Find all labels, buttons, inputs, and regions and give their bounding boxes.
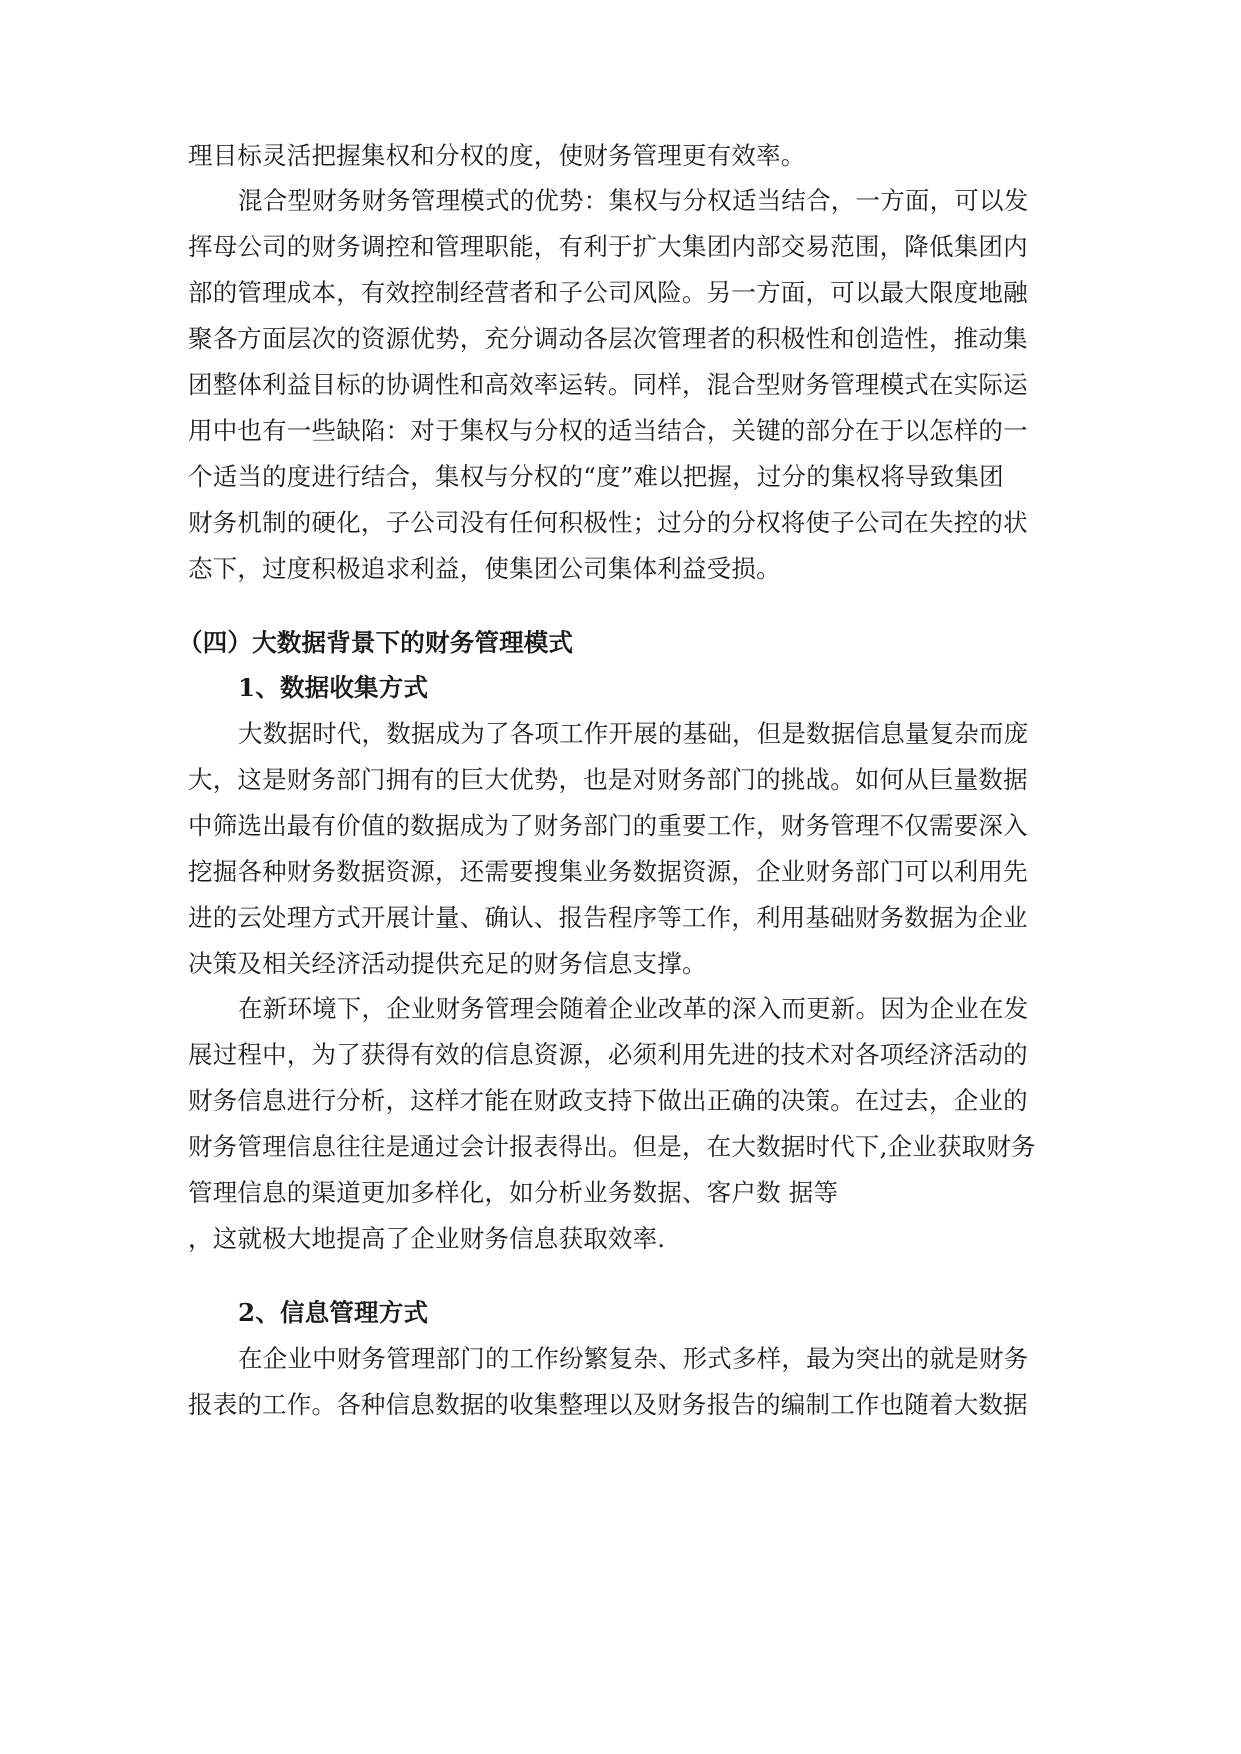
paragraph-2-line-1: 混合型财务财务管理模式的优势：集权与分权适当结合，一方面，可以发	[238, 186, 1029, 215]
paragraph-3-line-2: 大，这是财务部门拥有的巨大优势，也是对财务部门的挑战。如何从巨量数据	[188, 765, 1028, 794]
paragraph-4-line-4: 财务管理信息往往是通过会计报表得出。但是，在大数据时代下,企业获取财务	[188, 1132, 1036, 1161]
paragraph-5-line-1: 在企业中财务管理部门的工作纷繁复杂、形式多样，最为突出的就是财务	[238, 1344, 1029, 1373]
paragraph-2-line-2: 挥母公司的财务调控和管理职能，有利于扩大集团内部交易范围，降低集团内	[188, 232, 1028, 261]
paragraph-4-line-6: ，这就极大地提高了企业财务信息获取效率.	[188, 1224, 666, 1253]
paragraph-2-line-4: 聚各方面层次的资源优势，充分调动各层次管理者的积极性和创造性，推动集	[188, 324, 1028, 353]
paragraph-2-line-6: 用中也有一些缺陷：对于集权与分权的适当结合，关键的部分在于以怎样的一	[188, 416, 1028, 445]
subsection-2-heading: 2、信息管理方式	[238, 1298, 429, 1327]
paragraph-4-line-3: 财务信息进行分析，这样才能在财政支持下做出正确的决策。在过去，企业的	[188, 1086, 1028, 1115]
paragraph-3-line-3: 中筛选出最有价值的数据成为了财务部门的重要工作，财务管理不仅需要深入	[188, 811, 1028, 840]
paragraph-2-line-5: 团整体利益目标的协调性和高效率运转。同样，混合型财务管理模式在实际运	[188, 370, 1028, 399]
paragraph-2-line-8: 财务机制的硬化，子公司没有任何积极性；过分的分权将使子公司在失控的状	[188, 508, 1028, 537]
paragraph-4-line-5: 管理信息的渠道更加多样化，如分析业务数据、客户数 据等	[188, 1178, 839, 1207]
paragraph-4-line-1: 在新环境下，企业财务管理会随着企业改革的深入而更新。因为企业在发	[238, 994, 1029, 1023]
section-heading: （四）大数据背景下的财务管理模式	[178, 628, 574, 657]
paragraph-1-line-1: 理目标灵活把握集权和分权的度，使财务管理更有效率。	[188, 141, 806, 170]
paragraph-2-line-9: 态下，过度积极追求利益，使集团公司集体利益受损。	[188, 554, 781, 583]
paragraph-3-line-1: 大数据时代，数据成为了各项工作开展的基础，但是数据信息量复杂而庞	[238, 719, 1029, 748]
subsection-1-heading: 1、数据收集方式	[238, 673, 429, 702]
paragraph-3-line-5: 进的云处理方式开展计量、确认、报告程序等工作，利用基础财务数据为企业	[188, 903, 1028, 932]
paragraph-2-line-7: 个适当的度进行结合，集权与分权的“度”难以把握，过分的集权将导致集团	[188, 462, 1004, 491]
paragraph-5-line-2: 报表的工作。各种信息数据的收集整理以及财务报告的编制工作也随着大数据	[188, 1390, 1028, 1419]
paragraph-3-line-6: 决策及相关经济活动提供充足的财务信息支撑。	[188, 949, 707, 978]
paragraph-2-line-3: 部的管理成本，有效控制经营者和子公司风险。另一方面，可以最大限度地融	[188, 278, 1028, 307]
document-page	[178, 0, 1058, 1754]
paragraph-3-line-4: 挖掘各种财务数据资源，还需要搜集业务数据资源，企业财务部门可以利用先	[188, 857, 1028, 886]
paragraph-4-line-2: 展过程中，为了获得有效的信息资源，必须利用先进的技术对各项经济活动的	[188, 1040, 1028, 1069]
